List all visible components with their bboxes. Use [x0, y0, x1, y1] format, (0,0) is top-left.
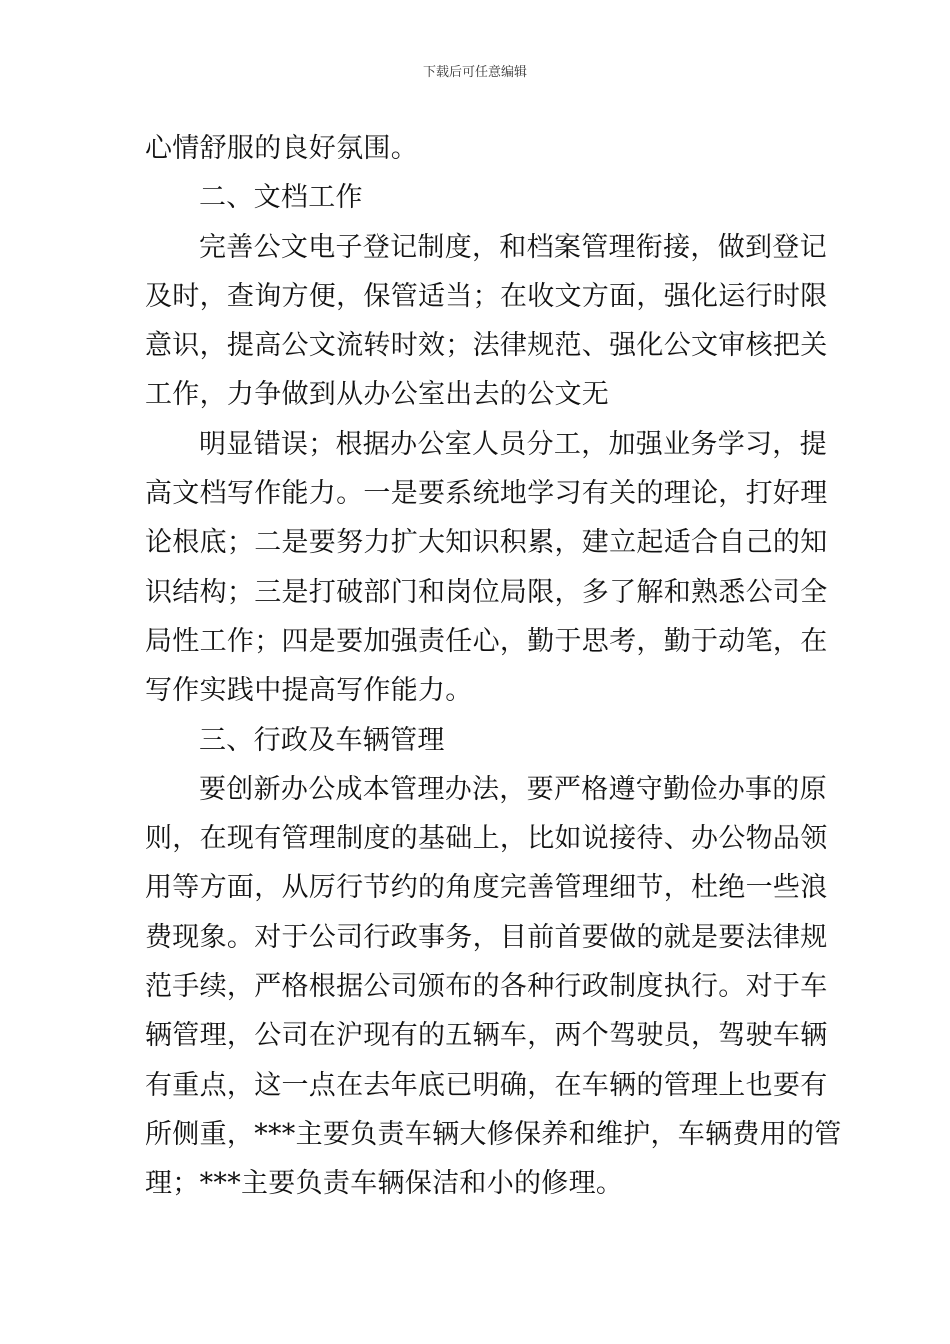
body-line: 所侧重，***主要负责车辆大修保养和维护，车辆费用的管 — [145, 1118, 842, 1150]
body-line: 论根底；二是要努力扩大知识积累，建立起适合自己的知 — [145, 527, 828, 559]
body-line: 范手续，严格根据公司颁布的各种行政制度执行。对于车 — [145, 971, 828, 1003]
body-line: 局性工作；四是要加强责任心，勤于思考，勤于动笔，在 — [145, 625, 828, 657]
document-body — [145, 124, 842, 1209]
body-line: 写作实践中提高写作能力。 — [145, 675, 473, 707]
page-header-note: 下载后可任意编辑 — [422, 65, 527, 80]
body-line: 及时，查询方便，保管适当；在收文方面，强化运行时限 — [145, 280, 828, 312]
body-line: 工作，力争做到从办公室出去的公文无 — [145, 379, 610, 411]
body-line: 有重点，这一点在去年底已明确，在车辆的管理上也要有 — [145, 1069, 828, 1101]
body-line: 理；***主要负责车辆保洁和小的修理。 — [145, 1168, 624, 1200]
body-line: 用等方面，从厉行节约的角度完善管理细节，杜绝一些浪 — [145, 872, 828, 904]
body-line: 完善公文电子登记制度，和档案管理衔接，做到登记 — [199, 231, 827, 263]
body-line: 辆管理，公司在沪现有的五辆车，两个驾驶员，驾驶车辆 — [145, 1020, 828, 1052]
section-heading: 三、行政及车辆管理 — [199, 724, 445, 756]
section-heading: 二、文档工作 — [199, 182, 363, 214]
body-line: 要创新办公成本管理办法，要严格遵守勤俭办事的原 — [199, 773, 827, 805]
body-line: 识结构；三是打破部门和岗位局限，多了解和熟悉公司全 — [145, 576, 828, 608]
body-line: 费现象。对于公司行政事务，目前首要做的就是要法律规 — [145, 921, 828, 953]
body-line: 明显错误；根据办公室人员分工，加强业务学习，提 — [199, 428, 827, 460]
body-line: 心情舒服的良好氛围。 — [145, 133, 418, 164]
body-line: 则，在现有管理制度的基础上，比如说接待、办公物品领 — [145, 823, 828, 855]
body-line: 意识，提高公文流转时效；法律规范、强化公文审核把关 — [145, 330, 828, 362]
body-line: 高文档写作能力。一是要系统地学习有关的理论，打好理 — [145, 478, 828, 510]
